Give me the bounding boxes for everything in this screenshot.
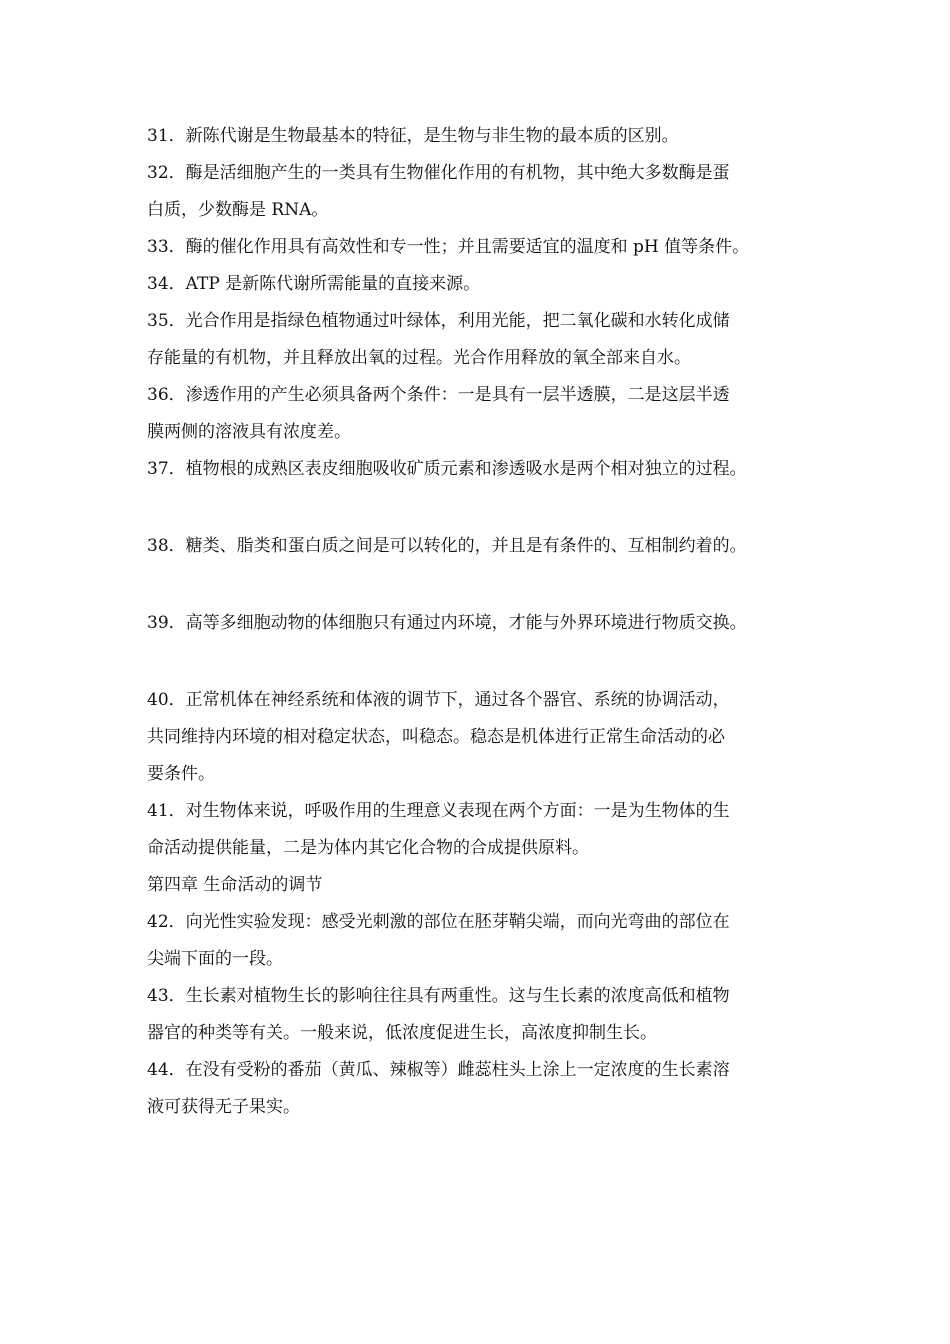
item-42-line-1: 42．向光性实验发现：感受光刺激的部位在胚芽鞘尖端，而向光弯曲的部位在 [147,912,730,932]
chapter-heading: 第四章 生命活动的调节 [147,875,323,895]
item-34-line-1: 34．ATP 是新陈代谢所需能量的直接来源。 [147,274,481,294]
blank-line [147,488,812,528]
item-36-line-2: 膜两侧的溶液具有浓度差。 [147,422,351,442]
item-43-line-1: 43．生长素对植物生长的影响往往具有两重性。这与生长素的浓度高低和植物 [147,986,730,1006]
item-41-line-2: 命活动提供能量，二是为体内其它化合物的合成提供原料。 [147,838,589,858]
item-40-line-2: 共同维持内环境的相对稳定状态，叫稳态。稳态是机体进行正常生命活动的必 [147,727,725,747]
item-43-line-2: 器官的种类等有关。一般来说，低浓度促进生长，高浓度抑制生长。 [147,1023,657,1043]
item-44-line-1: 44．在没有受粉的番茄（黄瓜、辣椒等）雌蕊柱头上涂上一定浓度的生长素溶 [147,1060,730,1080]
item-33-line-1: 33．酶的催化作用具有高效性和专一性；并且需要适宜的温度和 pH 值等条件。 [147,237,750,257]
item-36-line-1: 36．渗透作用的产生必须具备两个条件：一是具有一层半透膜，二是这层半透 [147,385,730,405]
item-38-line-1: 38．糖类、脂类和蛋白质之间是可以转化的，并且是有条件的、互相制约着的。 [147,536,747,556]
item-41-line-1: 41．对生物体来说，呼吸作用的生理意义表现在两个方面：一是为生物体的生 [147,801,730,821]
document-body [147,118,812,1126]
item-32-line-1: 32．酶是活细胞产生的一类具有生物催化作用的有机物，其中绝大多数酶是蛋 [147,163,730,183]
item-42-line-2: 尖端下面的一段。 [147,949,283,969]
blank-line [147,565,812,605]
item-32-line-2: 白质，少数酶是 RNA。 [147,200,329,220]
item-40-line-1: 40．正常机体在神经系统和体液的调节下，通过各个器官、系统的协调活动， [147,690,730,710]
item-39-line-1: 39．高等多细胞动物的体细胞只有通过内环境，才能与外界环境进行物质交换。 [147,613,747,633]
blank-line [147,642,812,682]
item-35-line-1: 35．光合作用是指绿色植物通过叶绿体，利用光能，把二氧化碳和水转化成储 [147,311,730,331]
item-44-line-2: 液可获得无子果实。 [147,1097,300,1117]
item-31-line-1: 31．新陈代谢是生物最基本的特征，是生物与非生物的最本质的区别。 [147,126,679,146]
item-37-line-1: 37．植物根的成熟区表皮细胞吸收矿质元素和渗透吸水是两个相对独立的过程。 [147,459,747,479]
item-40-line-3: 要条件。 [147,764,215,784]
item-35-line-2: 存能量的有机物，并且释放出氧的过程。光合作用释放的氧全部来自水。 [147,348,691,368]
